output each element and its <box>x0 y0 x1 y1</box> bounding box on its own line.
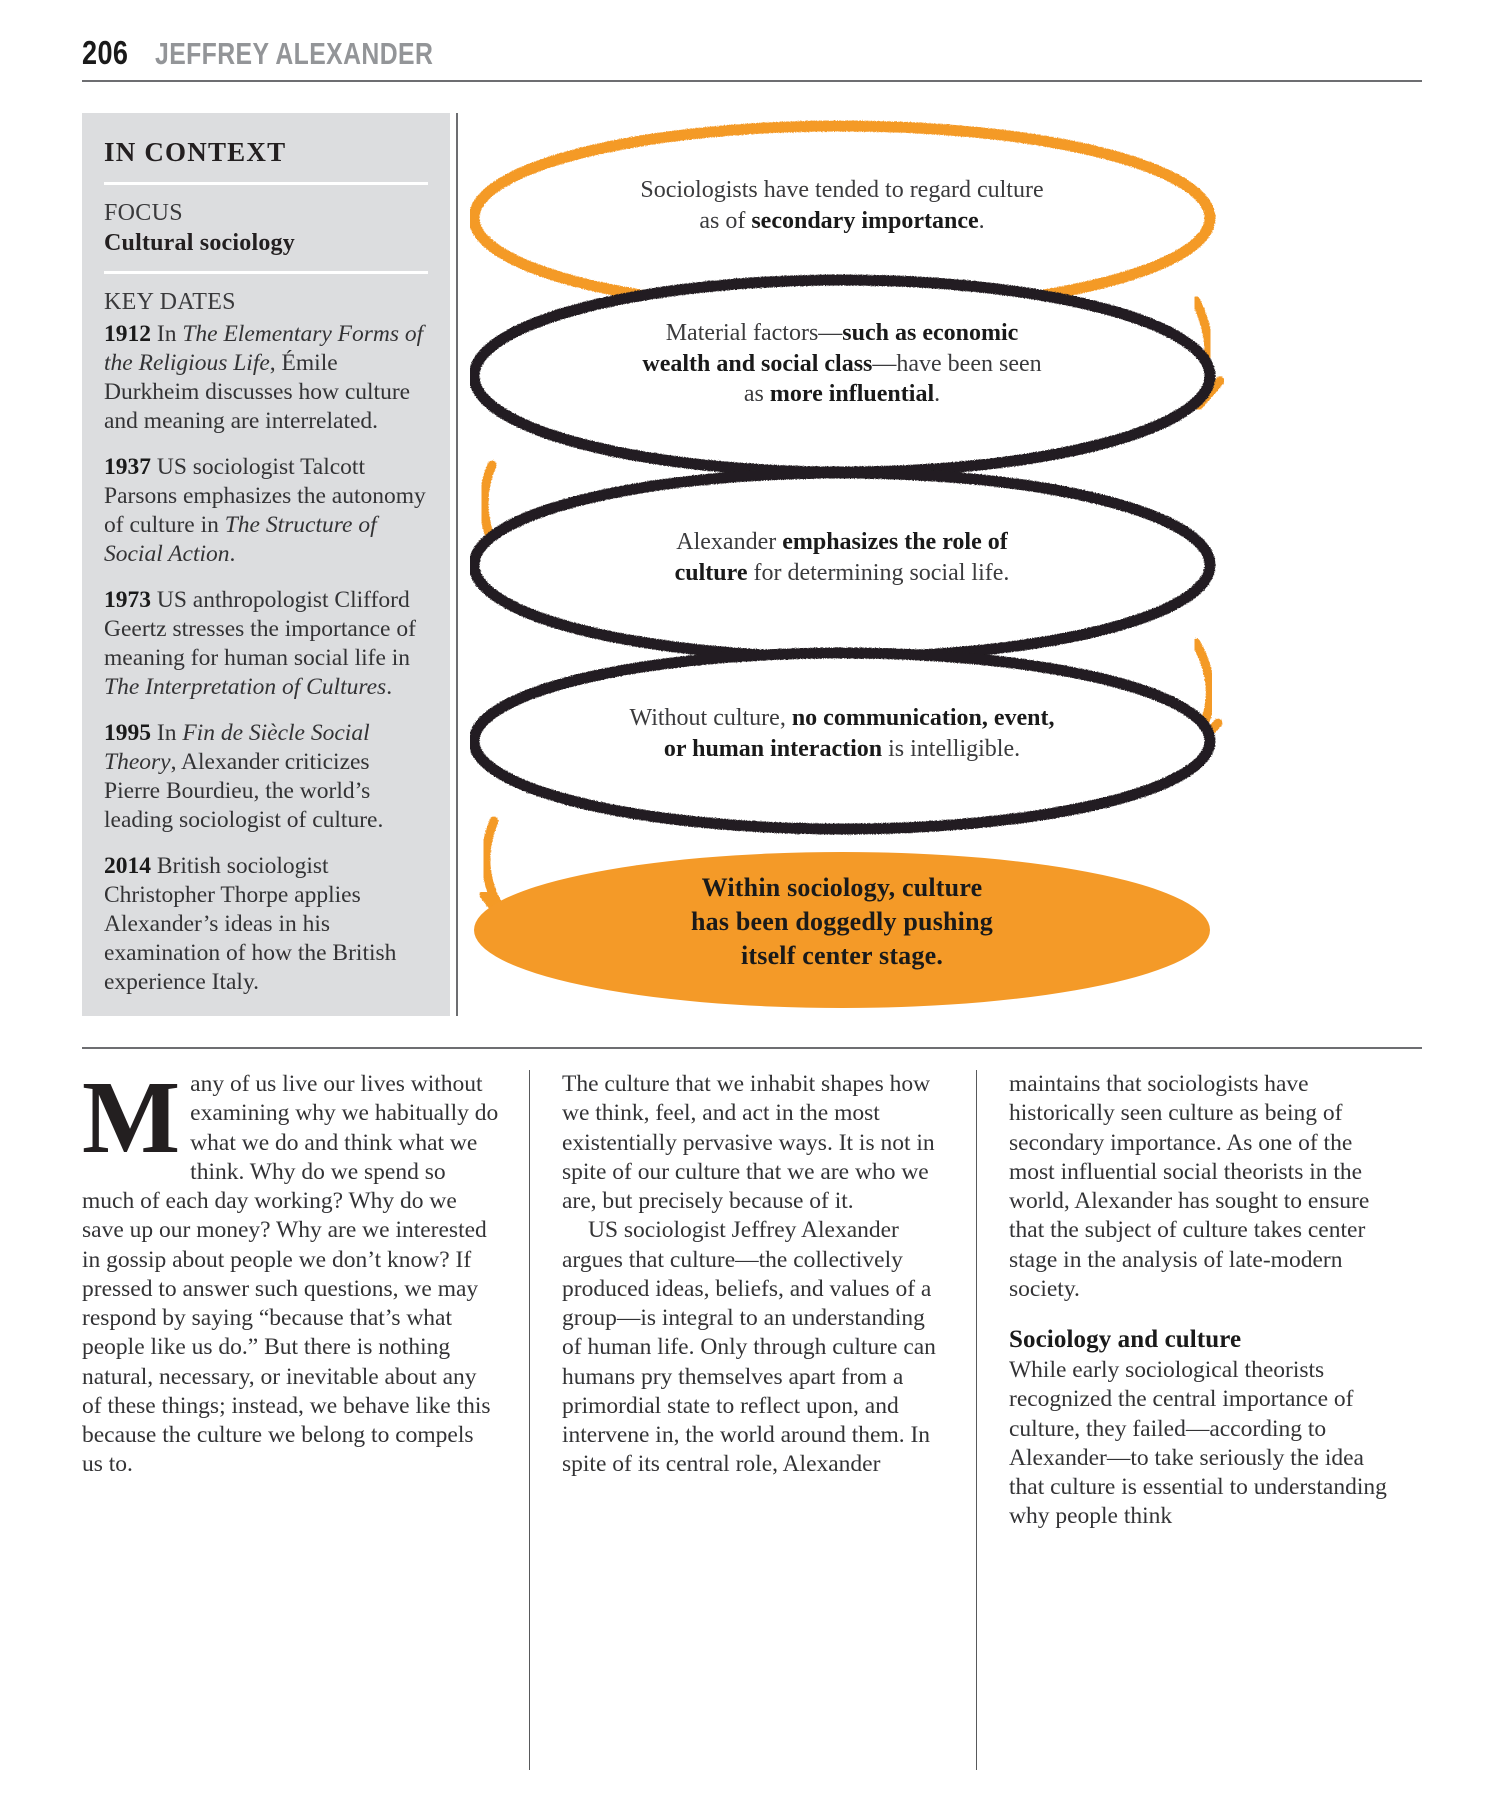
key-date-entry <box>104 320 428 436</box>
node-text-line <box>530 318 1154 349</box>
body-columns <box>82 1060 1428 1770</box>
key-date-text: . <box>386 673 393 700</box>
node-text-emphasis: emphasizes the role of <box>782 529 1008 555</box>
node-text-run: as of <box>699 207 752 234</box>
node-4-text <box>530 703 1154 764</box>
body-column-3 <box>976 1070 1393 1770</box>
key-date-entry <box>104 719 428 835</box>
key-date-year: 1973 <box>104 586 151 613</box>
node-text-run: Material factors— <box>665 320 843 346</box>
key-date-year: 2014 <box>104 852 151 879</box>
node-5-text <box>530 871 1154 972</box>
key-dates-label: KEY DATES <box>104 289 236 316</box>
node-text-emphasis: culture <box>674 559 748 586</box>
node-text-line <box>530 939 1154 973</box>
node-text-run: for determining social life. <box>747 559 1010 586</box>
page-number: 206 <box>82 34 129 71</box>
key-date-text: , Alexander criticizes Pierre Bourdieu, the world’s leading sociologist of culture. <box>104 748 384 833</box>
key-date-entry <box>104 586 428 702</box>
node-text-emphasis: or human interaction <box>663 735 883 762</box>
node-text-run: is intelligible. <box>882 735 1021 762</box>
key-date-text: British sociologist Christopher Thorpe applies Alexander’s ideas in his examination of how the British experience Italy. <box>104 852 397 995</box>
column3-paragraph-1: maintains that sociologists have historically seen culture as being of secondary importance. As one of the most influential social theorists in the world, Alexander has sought to ensure that the subject of culture takes center stage in the analysis of late-modern society. <box>1009 1071 1370 1302</box>
in-context-title: IN CONTEXT <box>104 137 287 167</box>
key-date-title: The Elementary Forms of the Religious Life <box>104 320 424 376</box>
node-1-text <box>530 175 1154 236</box>
column2-paragraph-2: US sociologist Jeffrey Alexander argues that culture—the collectively produced ideas, beliefs, and values of a group—is integral to an understanding of human life. Only through culture can humans pry themselves apart from a primordial state to reflect upon, and intervene in, the world around them. In spite of its central role, Alexander <box>562 1217 936 1478</box>
body-top-rule <box>82 1047 1422 1049</box>
body-column-1 <box>82 1060 499 1770</box>
node-text-run: Without culture, <box>629 705 792 731</box>
key-date-year: 1995 <box>104 719 151 746</box>
node-text-run: as <box>743 381 770 408</box>
node-text-emphasis: has been doggedly pushing <box>691 906 993 936</box>
node-text-run: Alexander <box>676 529 783 555</box>
node-text-line <box>530 734 1154 765</box>
key-date-title: Fin de Siècle Social Theory <box>104 719 370 775</box>
node-text-line <box>530 527 1154 558</box>
node-text-run: . <box>978 207 985 234</box>
body-column-2 <box>529 1070 946 1770</box>
node-text-emphasis: more influential <box>769 381 935 408</box>
focus-label: FOCUS <box>104 200 183 226</box>
node-3-text <box>530 527 1154 588</box>
node-text-line <box>530 905 1154 939</box>
context-divider-1 <box>104 182 428 185</box>
page-header <box>82 34 1422 86</box>
column3-subhead: Sociology and culture <box>1009 1326 1242 1353</box>
key-date-year: 1912 <box>104 320 151 347</box>
key-date-text: , Émile Durkheim discusses how culture and meaning are interrelated. <box>104 349 411 434</box>
chapter-title: JEFFREY ALEXANDER <box>154 36 433 71</box>
flow-diagram <box>470 113 1422 1016</box>
context-divider-2 <box>104 271 428 274</box>
drop-cap: M <box>82 1060 181 1175</box>
node-text-line <box>530 206 1154 237</box>
node-text-emphasis: wealth and social class <box>642 350 873 377</box>
node-text-line <box>530 379 1154 410</box>
opening-paragraph-text: any of us live our lives without examining why we habitually do what we do and think what we think. Why do we spend so much of each day working? Why do we save up our money? Why are we interested in gossip about people we don’t know? If pressed to answer such questions, we may respond by saying “because that’s what people like us do.” But there is nothing natural, necessary, or inevitable about any of these things; instead, we behave like this because the culture we belong to compels us to. <box>82 1071 499 1478</box>
key-date-text: . <box>229 540 236 567</box>
in-context-sidebar <box>82 113 450 1016</box>
key-date-title: The Structure of Social Action <box>104 511 377 567</box>
diagram-divider-rule <box>456 113 458 1016</box>
node-text-line <box>530 175 1154 206</box>
node-text-line <box>530 703 1154 734</box>
node-text-emphasis: such as economic <box>842 320 1019 346</box>
key-date-year: 1937 <box>104 453 151 480</box>
node-text-emphasis: no communication, event, <box>791 705 1055 731</box>
node-2-text <box>530 318 1154 410</box>
focus-value: Cultural sociology <box>104 230 295 257</box>
node-text-emphasis: itself center stage. <box>740 940 944 970</box>
header-rule <box>82 80 1422 82</box>
node-text-emphasis: Within sociology, culture <box>701 873 983 902</box>
node-text-line <box>530 349 1154 380</box>
key-date-title: The Interpretation of Cultures <box>104 673 387 700</box>
key-date-entry <box>104 453 428 569</box>
key-date-text: US sociologist Talcott Parsons emphasizes the autonomy of culture in <box>104 453 426 538</box>
column3-paragraph-2: While early sociological theorists recognized the central importance of culture, they failed—according to Alexander—to take seriously the idea that culture is essential to understanding why people think <box>1009 1357 1387 1530</box>
opening-paragraph <box>82 1060 499 1480</box>
key-date-text: US anthropologist Clifford Geertz stresses the importance of meaning for human social life in <box>104 586 416 671</box>
column2-paragraph-1: The culture that we inhabit shapes how we think, feel, and act in the most existentially pervasive ways. It is not in spite of our culture that we are who we are, but precisely because of it. <box>562 1071 935 1214</box>
node-text-line <box>530 871 1154 905</box>
folio-row <box>82 34 1422 72</box>
node-text-run: . <box>934 381 941 408</box>
node-text-run: Sociologists have tended to regard culture <box>640 177 1044 203</box>
key-dates-list <box>104 320 428 997</box>
key-date-entry <box>104 852 428 997</box>
node-text-emphasis: secondary importance <box>751 207 979 234</box>
key-date-text: In <box>151 719 183 746</box>
node-text-line <box>530 558 1154 589</box>
node-text-run: —have been seen <box>872 350 1042 377</box>
key-date-text: In <box>151 320 183 347</box>
